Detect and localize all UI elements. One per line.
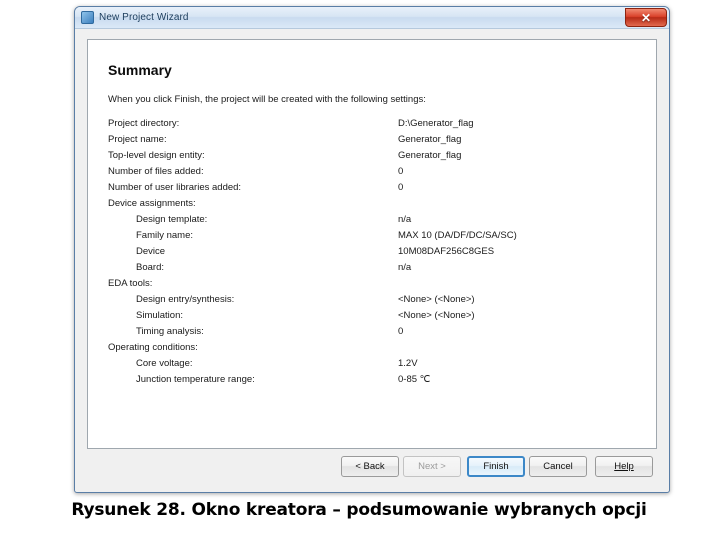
back-button[interactable] (341, 456, 399, 477)
finish-button-label: Finish (483, 460, 509, 472)
row-value: 0 (398, 326, 404, 337)
row-label: Simulation: (136, 310, 183, 321)
row-label: Design template: (136, 214, 208, 225)
row-value: n/a (398, 214, 412, 225)
finish-button[interactable] (467, 456, 525, 477)
row-label: Core voltage: (136, 358, 193, 369)
dialog-button-bar (87, 456, 657, 478)
page-title: Summary (108, 62, 172, 78)
table-row (108, 214, 642, 230)
back-button-label: < Back (355, 460, 385, 472)
help-button[interactable] (595, 456, 653, 477)
row-value: 0 (398, 182, 404, 193)
row-value: 10M08DAF256C8GES (398, 246, 495, 257)
table-row (108, 310, 642, 326)
row-value: Generator_flag (398, 134, 462, 145)
next-button[interactable] (403, 456, 461, 477)
row-label: Top-level design entity: (108, 150, 205, 161)
table-row (108, 374, 642, 390)
row-label: Number of user libraries added: (108, 182, 242, 193)
window-title: New Project Wizard (99, 12, 189, 23)
row-label: Board: (136, 262, 164, 273)
table-row (108, 166, 642, 182)
wizard-body (75, 29, 669, 492)
summary-rows (108, 118, 642, 390)
table-row (108, 262, 642, 278)
row-value: 0-85 ℃ (398, 374, 431, 385)
row-value: n/a (398, 262, 412, 273)
figure-caption: Rysunek 28. Okno kreatora – podsumowanie wybranych opcji (71, 500, 647, 520)
table-row (108, 118, 642, 134)
row-label: Operating conditions: (108, 342, 198, 353)
cancel-button-label: Cancel (543, 460, 573, 472)
row-value: D:\Generator_flag (398, 118, 474, 129)
row-value: MAX 10 (DA/DF/DC/SA/SC) (398, 230, 517, 241)
table-row (108, 326, 642, 342)
summary-subtitle: When you click Finish, the project will be created with the following settings: (108, 94, 426, 105)
row-label: Timing analysis: (136, 326, 204, 337)
row-label: Family name: (136, 230, 194, 241)
wizard-window-icon (81, 11, 94, 24)
row-label: EDA tools: (108, 278, 153, 289)
cancel-button[interactable] (529, 456, 587, 477)
table-row (108, 294, 642, 310)
table-row (108, 150, 642, 166)
window-title-bar[interactable] (75, 7, 669, 29)
table-row (108, 246, 642, 262)
table-row (108, 182, 642, 198)
row-label: Design entry/synthesis: (136, 294, 235, 305)
row-value: <None> (<None>) (398, 294, 475, 305)
table-row (108, 198, 642, 214)
row-label: Device (136, 246, 166, 257)
table-row (108, 230, 642, 246)
next-button-label: Next > (418, 460, 446, 472)
row-label: Project name: (108, 134, 167, 145)
row-label: Device assignments: (108, 198, 196, 209)
help-button-label: Help (614, 460, 634, 472)
row-value: <None> (<None>) (398, 310, 475, 321)
new-project-wizard-window (74, 6, 670, 493)
close-icon[interactable]: ✕ (625, 8, 667, 27)
summary-panel (87, 39, 657, 449)
row-value: Generator_flag (398, 150, 462, 161)
table-row (108, 134, 642, 150)
row-value: 1.2V (398, 358, 418, 369)
row-label: Junction temperature range: (136, 374, 255, 385)
row-label: Number of files added: (108, 166, 204, 177)
row-value: 0 (398, 166, 404, 177)
table-row (108, 342, 642, 358)
table-row (108, 278, 642, 294)
row-label: Project directory: (108, 118, 180, 129)
table-row (108, 358, 642, 374)
